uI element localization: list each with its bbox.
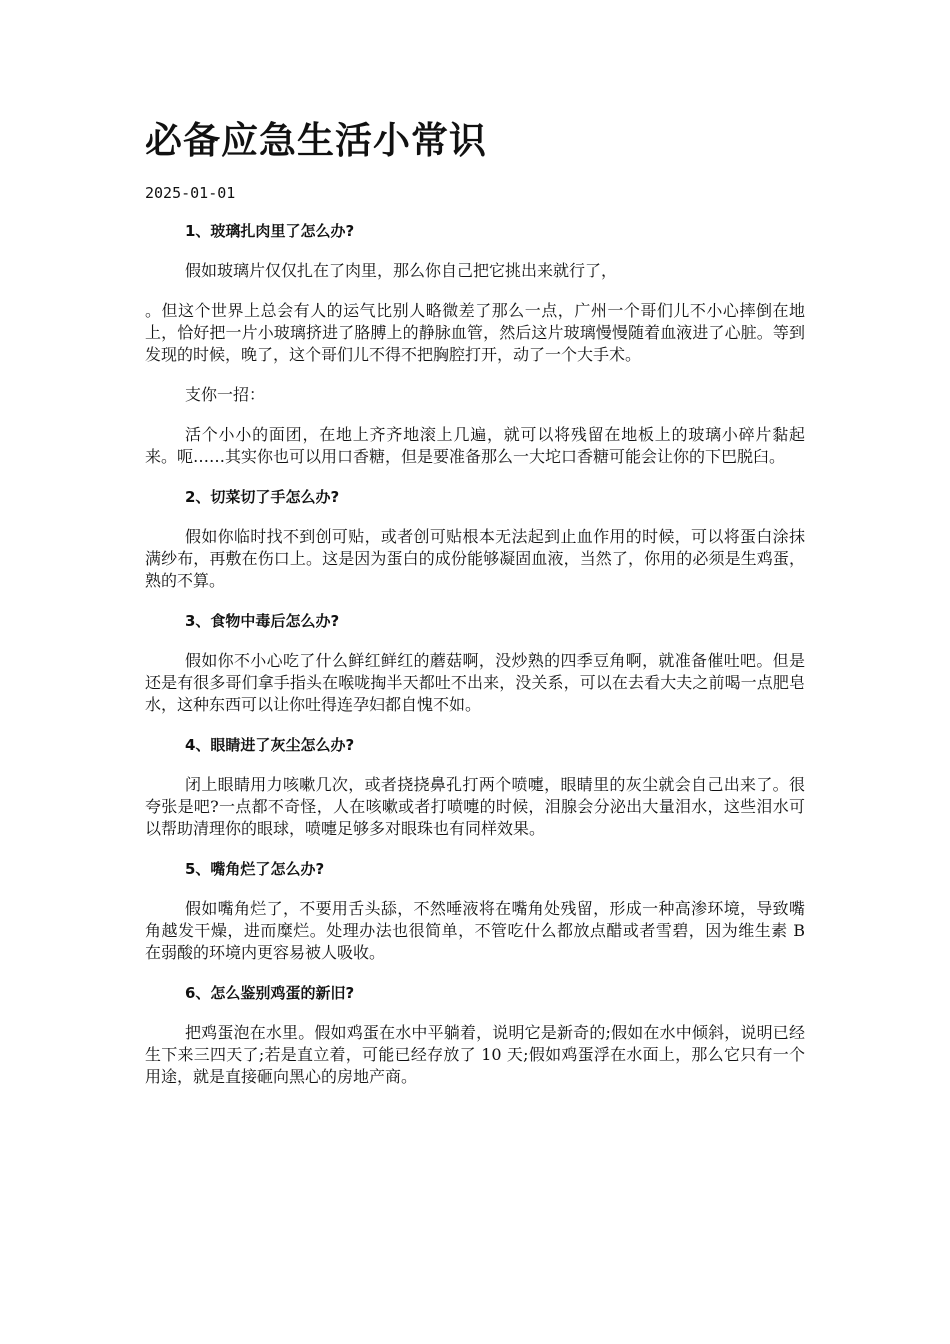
paragraph: 假如嘴角烂了，不要用舌头舔，不然唾液将在嘴角处残留，形成一种高渗环境，导致嘴角越发干燥，进而糜烂。处理办法也很简单，不管吃什么都放点醋或者雪碧，因为维生素 B 在弱酸的环境内更容易被人吸收。 xyxy=(145,899,805,962)
document-page xyxy=(145,112,805,1106)
section-4 xyxy=(145,734,805,840)
paragraph: 假如玻璃片仅仅扎在了肉里，那么你自己把它挑出来就行了， xyxy=(185,261,618,280)
section-heading: 1、玻璃扎肉里了怎么办? xyxy=(185,222,355,240)
paragraph: 假如你不小心吃了什么鲜红鲜红的蘑菇啊，没炒熟的四季豆角啊，就准备催吐吧。但是还是有很多哥们拿手指头在喉咙掏半天都吐不出来，没关系，可以在去看大夫之前喝一点肥皂水，这种东西可以让你吐得连孕妇都自愧不如。 xyxy=(145,651,805,714)
section-heading: 2、切菜切了手怎么办? xyxy=(185,488,340,506)
section-heading: 5、嘴角烂了怎么办? xyxy=(185,860,325,878)
section-6 xyxy=(145,982,805,1088)
paragraph: 活个小小的面团，在地上齐齐地滚上几遍，就可以将残留在地板上的玻璃小碎片黏起来。呃……其实你也可以用口香糖，但是要准备那么一大坨口香糖可能会让你的下巴脱臼。 xyxy=(145,425,805,466)
section-2 xyxy=(145,486,805,592)
section-3 xyxy=(145,610,805,716)
section-heading: 6、怎么鉴别鸡蛋的新旧? xyxy=(185,984,355,1002)
section-5 xyxy=(145,858,805,964)
paragraph: 闭上眼睛用力咳嗽几次，或者挠挠鼻孔打两个喷嚏，眼睛里的灰尘就会自己出来了。很夸张是吧?一点都不奇怪，人在咳嗽或者打喷嚏的时候，泪腺会分泌出大量泪水，这些泪水可以帮助清理你的眼球，喷嚏足够多对眼珠也有同样效果。 xyxy=(145,775,805,838)
paragraph: 假如你临时找不到创可贴，或者创可贴根本无法起到止血作用的时候，可以将蛋白涂抹满纱布，再敷在伤口上。这是因为蛋白的成份能够凝固血液，当然了，你用的必须是生鸡蛋，熟的不算。 xyxy=(145,527,805,590)
paragraph: 把鸡蛋泡在水里。假如鸡蛋在水中平躺着，说明它是新奇的;假如在水中倾斜，说明已经生下来三四天了;若是直立着，可能已经存放了 10 天;假如鸡蛋浮在水面上，那么它只有一个用途，就是直接砸向黑心的房地产商。 xyxy=(145,1023,805,1086)
publish-date: 2025-01-01 xyxy=(145,184,236,202)
page-title: 必备应急生活小常识 xyxy=(145,118,487,162)
section-1 xyxy=(145,220,805,468)
section-heading: 3、食物中毒后怎么办? xyxy=(185,612,340,630)
paragraph: 支你一招： xyxy=(185,385,266,404)
section-heading: 4、眼睛进了灰尘怎么办? xyxy=(185,736,355,754)
paragraph: 。但这个世界上总会有人的运气比别人略微差了那么一点，广州一个哥们儿不小心摔倒在地上，恰好把一片小玻璃挤进了胳膊上的静脉血管，然后这片玻璃慢慢随着血液进了心脏。等到发现的时候，晚了，这个哥们儿不得不把胸腔打开，动了一个大手术。 xyxy=(145,301,805,364)
